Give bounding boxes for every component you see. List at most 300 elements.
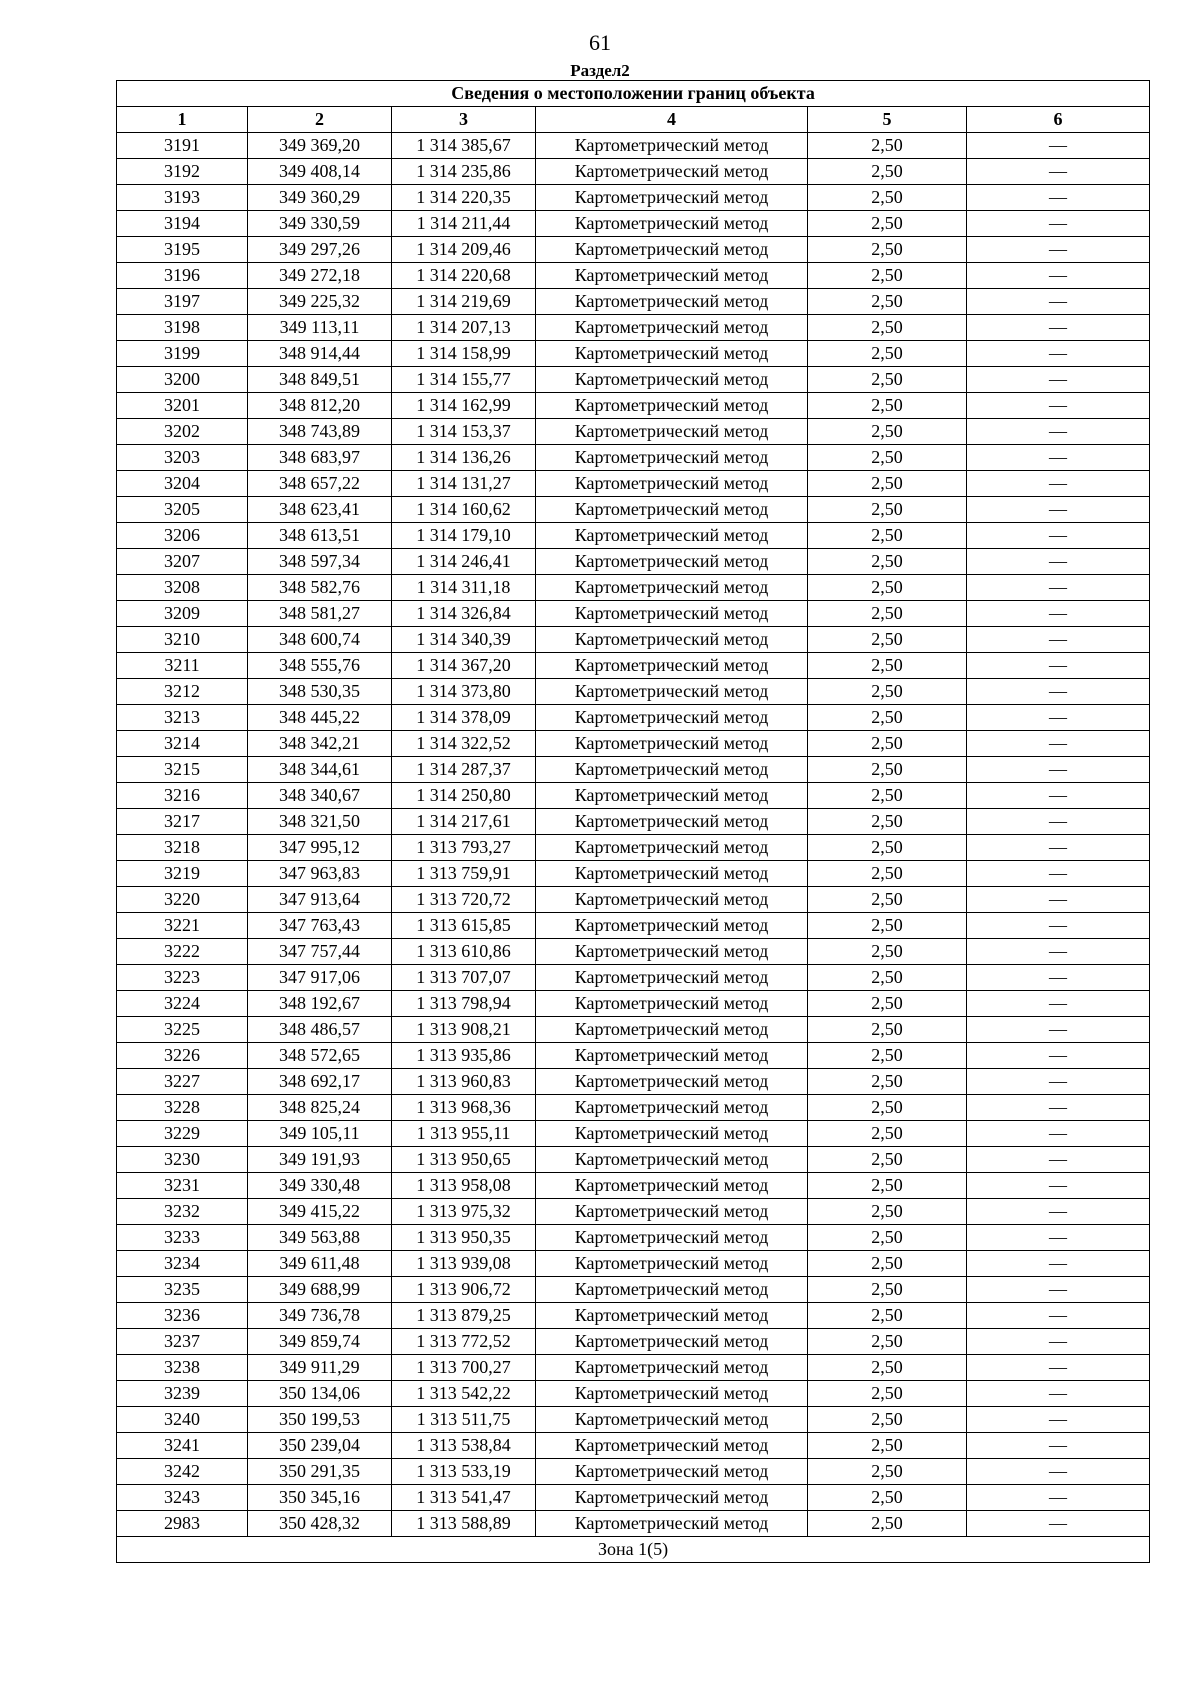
x-coordinate-cell: 348 445,22: [248, 705, 392, 731]
method-cell: Картометрический метод: [536, 289, 808, 315]
point-number-cell: 3226: [117, 1043, 248, 1069]
y-coordinate-cell: 1 313 511,75: [392, 1407, 536, 1433]
x-coordinate-cell: 348 914,44: [248, 341, 392, 367]
accuracy-cell: 2,50: [808, 237, 967, 263]
method-cell: Картометрический метод: [536, 1095, 808, 1121]
y-coordinate-cell: 1 313 700,27: [392, 1355, 536, 1381]
y-coordinate-cell: 1 313 906,72: [392, 1277, 536, 1303]
x-coordinate-cell: 348 342,21: [248, 731, 392, 757]
description-cell: —: [967, 1485, 1150, 1511]
point-number-cell: 3222: [117, 939, 248, 965]
method-cell: Картометрический метод: [536, 965, 808, 991]
description-cell: —: [967, 861, 1150, 887]
table-row: [117, 1121, 1150, 1147]
point-number-cell: 3228: [117, 1095, 248, 1121]
accuracy-cell: 2,50: [808, 497, 967, 523]
description-cell: —: [967, 1303, 1150, 1329]
y-coordinate-cell: 1 314 287,37: [392, 757, 536, 783]
method-cell: Картометрический метод: [536, 445, 808, 471]
table-row: [117, 1407, 1150, 1433]
x-coordinate-cell: 347 757,44: [248, 939, 392, 965]
method-cell: Картометрический метод: [536, 419, 808, 445]
description-cell: —: [967, 471, 1150, 497]
table-row: [117, 367, 1150, 393]
y-coordinate-cell: 1 313 968,36: [392, 1095, 536, 1121]
point-number-cell: 3235: [117, 1277, 248, 1303]
zone-label: Зона 1(5): [117, 1537, 1150, 1563]
table-row: [117, 185, 1150, 211]
x-coordinate-cell: 350 199,53: [248, 1407, 392, 1433]
point-number-cell: 3233: [117, 1225, 248, 1251]
accuracy-cell: 2,50: [808, 1485, 967, 1511]
point-number-cell: 3241: [117, 1433, 248, 1459]
accuracy-cell: 2,50: [808, 601, 967, 627]
method-cell: Картометрический метод: [536, 627, 808, 653]
column-header: 4: [536, 107, 808, 133]
accuracy-cell: 2,50: [808, 1511, 967, 1537]
table-row: [117, 861, 1150, 887]
column-header: 3: [392, 107, 536, 133]
description-cell: —: [967, 809, 1150, 835]
description-cell: —: [967, 575, 1150, 601]
x-coordinate-cell: 348 692,17: [248, 1069, 392, 1095]
accuracy-cell: 2,50: [808, 1147, 967, 1173]
accuracy-cell: 2,50: [808, 1459, 967, 1485]
x-coordinate-cell: 348 597,34: [248, 549, 392, 575]
description-cell: —: [967, 445, 1150, 471]
point-number-cell: 3215: [117, 757, 248, 783]
table-row: [117, 1095, 1150, 1121]
point-number-cell: 3221: [117, 913, 248, 939]
y-coordinate-cell: 1 314 219,69: [392, 289, 536, 315]
method-cell: Картометрический метод: [536, 1433, 808, 1459]
point-number-cell: 3216: [117, 783, 248, 809]
column-header: 1: [117, 107, 248, 133]
description-cell: —: [967, 1199, 1150, 1225]
y-coordinate-cell: 1 313 610,86: [392, 939, 536, 965]
accuracy-cell: 2,50: [808, 991, 967, 1017]
method-cell: Картометрический метод: [536, 1173, 808, 1199]
table-row: [117, 1069, 1150, 1095]
description-cell: —: [967, 211, 1150, 237]
table-row: [117, 1303, 1150, 1329]
description-cell: —: [967, 1147, 1150, 1173]
point-number-cell: 3232: [117, 1199, 248, 1225]
point-number-cell: 3218: [117, 835, 248, 861]
point-number-cell: 3225: [117, 1017, 248, 1043]
method-cell: Картометрический метод: [536, 1355, 808, 1381]
description-cell: —: [967, 1069, 1150, 1095]
y-coordinate-cell: 1 314 367,20: [392, 653, 536, 679]
accuracy-cell: 2,50: [808, 809, 967, 835]
y-coordinate-cell: 1 314 246,41: [392, 549, 536, 575]
table-row: [117, 289, 1150, 315]
table-row: [117, 757, 1150, 783]
table-row: [117, 549, 1150, 575]
accuracy-cell: 2,50: [808, 965, 967, 991]
table-row: [117, 1173, 1150, 1199]
method-cell: Картометрический метод: [536, 809, 808, 835]
y-coordinate-cell: 1 313 588,89: [392, 1511, 536, 1537]
x-coordinate-cell: 350 291,35: [248, 1459, 392, 1485]
column-header: 6: [967, 107, 1150, 133]
description-cell: —: [967, 601, 1150, 627]
method-cell: Картометрический метод: [536, 133, 808, 159]
description-cell: —: [967, 315, 1150, 341]
x-coordinate-cell: 349 611,48: [248, 1251, 392, 1277]
x-coordinate-cell: 349 105,11: [248, 1121, 392, 1147]
point-number-cell: 3204: [117, 471, 248, 497]
accuracy-cell: 2,50: [808, 939, 967, 965]
description-cell: —: [967, 1121, 1150, 1147]
description-cell: —: [967, 1277, 1150, 1303]
method-cell: Картометрический метод: [536, 471, 808, 497]
description-cell: —: [967, 1381, 1150, 1407]
description-cell: —: [967, 341, 1150, 367]
y-coordinate-cell: 1 314 235,86: [392, 159, 536, 185]
point-number-cell: 2983: [117, 1511, 248, 1537]
x-coordinate-cell: 350 345,16: [248, 1485, 392, 1511]
description-cell: —: [967, 913, 1150, 939]
method-cell: Картометрический метод: [536, 341, 808, 367]
method-cell: Картометрический метод: [536, 601, 808, 627]
y-coordinate-cell: 1 313 615,85: [392, 913, 536, 939]
accuracy-cell: 2,50: [808, 861, 967, 887]
accuracy-cell: 2,50: [808, 835, 967, 861]
x-coordinate-cell: 348 613,51: [248, 523, 392, 549]
description-cell: —: [967, 835, 1150, 861]
point-number-cell: 3214: [117, 731, 248, 757]
x-coordinate-cell: 347 995,12: [248, 835, 392, 861]
table-row: [117, 497, 1150, 523]
method-cell: Картометрический метод: [536, 393, 808, 419]
table-row: [117, 601, 1150, 627]
x-coordinate-cell: 348 812,20: [248, 393, 392, 419]
accuracy-cell: 2,50: [808, 185, 967, 211]
x-coordinate-cell: 348 825,24: [248, 1095, 392, 1121]
y-coordinate-cell: 1 314 158,99: [392, 341, 536, 367]
point-number-cell: 3239: [117, 1381, 248, 1407]
accuracy-cell: 2,50: [808, 1095, 967, 1121]
accuracy-cell: 2,50: [808, 1277, 967, 1303]
x-coordinate-cell: 349 415,22: [248, 1199, 392, 1225]
point-number-cell: 3208: [117, 575, 248, 601]
accuracy-cell: 2,50: [808, 1433, 967, 1459]
description-cell: —: [967, 1355, 1150, 1381]
accuracy-cell: 2,50: [808, 575, 967, 601]
table-row: [117, 315, 1150, 341]
y-coordinate-cell: 1 314 378,09: [392, 705, 536, 731]
y-coordinate-cell: 1 313 935,86: [392, 1043, 536, 1069]
table-row: [117, 1225, 1150, 1251]
table-row: [117, 809, 1150, 835]
y-coordinate-cell: 1 313 950,65: [392, 1147, 536, 1173]
accuracy-cell: 2,50: [808, 757, 967, 783]
table-row: [117, 575, 1150, 601]
point-number-cell: 3223: [117, 965, 248, 991]
y-coordinate-cell: 1 314 326,84: [392, 601, 536, 627]
y-coordinate-cell: 1 314 211,44: [392, 211, 536, 237]
y-coordinate-cell: 1 314 311,18: [392, 575, 536, 601]
method-cell: Картометрический метод: [536, 705, 808, 731]
method-cell: Картометрический метод: [536, 237, 808, 263]
accuracy-cell: 2,50: [808, 211, 967, 237]
y-coordinate-cell: 1 314 385,67: [392, 133, 536, 159]
x-coordinate-cell: 348 530,35: [248, 679, 392, 705]
description-cell: —: [967, 627, 1150, 653]
method-cell: Картометрический метод: [536, 1069, 808, 1095]
table-body: [117, 133, 1150, 1537]
y-coordinate-cell: 1 314 250,80: [392, 783, 536, 809]
method-cell: Картометрический метод: [536, 185, 808, 211]
table-row: [117, 1251, 1150, 1277]
point-number-cell: 3236: [117, 1303, 248, 1329]
table-row: [117, 1017, 1150, 1043]
accuracy-cell: 2,50: [808, 1017, 967, 1043]
method-cell: Картометрический метод: [536, 1147, 808, 1173]
description-cell: —: [967, 1225, 1150, 1251]
accuracy-cell: 2,50: [808, 783, 967, 809]
column-header-row: [117, 107, 1150, 133]
table-row: [117, 1485, 1150, 1511]
method-cell: Картометрический метод: [536, 497, 808, 523]
accuracy-cell: 2,50: [808, 263, 967, 289]
description-cell: —: [967, 653, 1150, 679]
y-coordinate-cell: 1 314 322,52: [392, 731, 536, 757]
section-title: Раздел2: [570, 61, 630, 80]
point-number-cell: 3194: [117, 211, 248, 237]
method-cell: Картометрический метод: [536, 1485, 808, 1511]
boundary-coordinates-table: [116, 80, 1150, 1563]
x-coordinate-cell: 348 581,27: [248, 601, 392, 627]
method-cell: Картометрический метод: [536, 1225, 808, 1251]
y-coordinate-cell: 1 314 153,37: [392, 419, 536, 445]
method-cell: Картометрический метод: [536, 315, 808, 341]
point-number-cell: 3224: [117, 991, 248, 1017]
table-caption-row: [117, 81, 1150, 107]
x-coordinate-cell: 349 272,18: [248, 263, 392, 289]
x-coordinate-cell: 350 239,04: [248, 1433, 392, 1459]
method-cell: Картометрический метод: [536, 887, 808, 913]
point-number-cell: 3209: [117, 601, 248, 627]
y-coordinate-cell: 1 313 950,35: [392, 1225, 536, 1251]
description-cell: —: [967, 757, 1150, 783]
table-row: [117, 1329, 1150, 1355]
x-coordinate-cell: 348 657,22: [248, 471, 392, 497]
point-number-cell: 3229: [117, 1121, 248, 1147]
description-cell: —: [967, 731, 1150, 757]
y-coordinate-cell: 1 314 155,77: [392, 367, 536, 393]
point-number-cell: 3198: [117, 315, 248, 341]
table-row: [117, 653, 1150, 679]
x-coordinate-cell: 350 428,32: [248, 1511, 392, 1537]
accuracy-cell: 2,50: [808, 705, 967, 731]
method-cell: Картометрический метод: [536, 783, 808, 809]
point-number-cell: 3242: [117, 1459, 248, 1485]
method-cell: Картометрический метод: [536, 1381, 808, 1407]
description-cell: —: [967, 783, 1150, 809]
description-cell: —: [967, 185, 1150, 211]
table-row: [117, 237, 1150, 263]
point-number-cell: 3192: [117, 159, 248, 185]
x-coordinate-cell: 348 486,57: [248, 1017, 392, 1043]
y-coordinate-cell: 1 313 759,91: [392, 861, 536, 887]
description-cell: —: [967, 523, 1150, 549]
y-coordinate-cell: 1 313 939,08: [392, 1251, 536, 1277]
column-header: 5: [808, 107, 967, 133]
x-coordinate-cell: 349 360,29: [248, 185, 392, 211]
y-coordinate-cell: 1 313 879,25: [392, 1303, 536, 1329]
y-coordinate-cell: 1 314 162,99: [392, 393, 536, 419]
x-coordinate-cell: 349 911,29: [248, 1355, 392, 1381]
table-row: [117, 133, 1150, 159]
accuracy-cell: 2,50: [808, 1355, 967, 1381]
description-cell: —: [967, 497, 1150, 523]
y-coordinate-cell: 1 314 220,35: [392, 185, 536, 211]
y-coordinate-cell: 1 314 179,10: [392, 523, 536, 549]
accuracy-cell: 2,50: [808, 315, 967, 341]
method-cell: Картометрический метод: [536, 549, 808, 575]
method-cell: Картометрический метод: [536, 1199, 808, 1225]
y-coordinate-cell: 1 313 541,47: [392, 1485, 536, 1511]
y-coordinate-cell: 1 313 960,83: [392, 1069, 536, 1095]
method-cell: Картометрический метод: [536, 575, 808, 601]
table-row: [117, 965, 1150, 991]
description-cell: —: [967, 1511, 1150, 1537]
y-coordinate-cell: 1 313 798,94: [392, 991, 536, 1017]
method-cell: Картометрический метод: [536, 1043, 808, 1069]
accuracy-cell: 2,50: [808, 471, 967, 497]
table-row: [117, 1381, 1150, 1407]
description-cell: —: [967, 393, 1150, 419]
table-row: [117, 679, 1150, 705]
point-number-cell: 3197: [117, 289, 248, 315]
description-cell: —: [967, 965, 1150, 991]
method-cell: Картометрический метод: [536, 211, 808, 237]
x-coordinate-cell: 348 321,50: [248, 809, 392, 835]
table-row: [117, 783, 1150, 809]
description-cell: —: [967, 367, 1150, 393]
x-coordinate-cell: 348 340,67: [248, 783, 392, 809]
method-cell: Картометрический метод: [536, 1303, 808, 1329]
x-coordinate-cell: 348 743,89: [248, 419, 392, 445]
description-cell: —: [967, 887, 1150, 913]
description-cell: —: [967, 679, 1150, 705]
accuracy-cell: 2,50: [808, 1381, 967, 1407]
x-coordinate-cell: 347 917,06: [248, 965, 392, 991]
accuracy-cell: 2,50: [808, 445, 967, 471]
x-coordinate-cell: 349 859,74: [248, 1329, 392, 1355]
table-row: [117, 1147, 1150, 1173]
x-coordinate-cell: 349 736,78: [248, 1303, 392, 1329]
description-cell: —: [967, 1407, 1150, 1433]
description-cell: —: [967, 1459, 1150, 1485]
point-number-cell: 3234: [117, 1251, 248, 1277]
point-number-cell: 3211: [117, 653, 248, 679]
table-row: [117, 263, 1150, 289]
x-coordinate-cell: 348 849,51: [248, 367, 392, 393]
table-row: [117, 627, 1150, 653]
method-cell: Картометрический метод: [536, 679, 808, 705]
accuracy-cell: 2,50: [808, 341, 967, 367]
method-cell: Картометрический метод: [536, 653, 808, 679]
point-number-cell: 3191: [117, 133, 248, 159]
description-cell: —: [967, 705, 1150, 731]
y-coordinate-cell: 1 313 538,84: [392, 1433, 536, 1459]
point-number-cell: 3212: [117, 679, 248, 705]
point-number-cell: 3193: [117, 185, 248, 211]
method-cell: Картометрический метод: [536, 523, 808, 549]
x-coordinate-cell: 348 344,61: [248, 757, 392, 783]
table-row: [117, 341, 1150, 367]
method-cell: Картометрический метод: [536, 939, 808, 965]
accuracy-cell: 2,50: [808, 133, 967, 159]
table-row: [117, 419, 1150, 445]
accuracy-cell: 2,50: [808, 1069, 967, 1095]
table-row: [117, 1199, 1150, 1225]
method-cell: Картометрический метод: [536, 1459, 808, 1485]
y-coordinate-cell: 1 313 772,52: [392, 1329, 536, 1355]
method-cell: Картометрический метод: [536, 367, 808, 393]
method-cell: Картометрический метод: [536, 1407, 808, 1433]
point-number-cell: 3230: [117, 1147, 248, 1173]
method-cell: Картометрический метод: [536, 835, 808, 861]
y-coordinate-cell: 1 314 136,26: [392, 445, 536, 471]
accuracy-cell: 2,50: [808, 1173, 967, 1199]
description-cell: —: [967, 1173, 1150, 1199]
description-cell: —: [967, 1329, 1150, 1355]
y-coordinate-cell: 1 314 217,61: [392, 809, 536, 835]
table-row: [117, 211, 1150, 237]
point-number-cell: 3203: [117, 445, 248, 471]
table-row: [117, 1511, 1150, 1537]
x-coordinate-cell: 348 623,41: [248, 497, 392, 523]
y-coordinate-cell: 1 313 975,32: [392, 1199, 536, 1225]
point-number-cell: 3220: [117, 887, 248, 913]
description-cell: —: [967, 939, 1150, 965]
accuracy-cell: 2,50: [808, 1121, 967, 1147]
accuracy-cell: 2,50: [808, 549, 967, 575]
method-cell: Картометрический метод: [536, 1251, 808, 1277]
accuracy-cell: 2,50: [808, 679, 967, 705]
method-cell: Картометрический метод: [536, 1277, 808, 1303]
accuracy-cell: 2,50: [808, 731, 967, 757]
table-row: [117, 731, 1150, 757]
y-coordinate-cell: 1 313 533,19: [392, 1459, 536, 1485]
x-coordinate-cell: 349 297,26: [248, 237, 392, 263]
description-cell: —: [967, 1095, 1150, 1121]
accuracy-cell: 2,50: [808, 887, 967, 913]
table-row: [117, 1459, 1150, 1485]
accuracy-cell: 2,50: [808, 913, 967, 939]
y-coordinate-cell: 1 314 220,68: [392, 263, 536, 289]
point-number-cell: 3206: [117, 523, 248, 549]
x-coordinate-cell: 348 600,74: [248, 627, 392, 653]
accuracy-cell: 2,50: [808, 159, 967, 185]
x-coordinate-cell: 348 555,76: [248, 653, 392, 679]
table-row: [117, 1277, 1150, 1303]
y-coordinate-cell: 1 313 707,07: [392, 965, 536, 991]
point-number-cell: 3200: [117, 367, 248, 393]
column-header: 2: [248, 107, 392, 133]
x-coordinate-cell: 349 191,93: [248, 1147, 392, 1173]
table-row: [117, 887, 1150, 913]
description-cell: —: [967, 549, 1150, 575]
point-number-cell: 3237: [117, 1329, 248, 1355]
y-coordinate-cell: 1 313 542,22: [392, 1381, 536, 1407]
accuracy-cell: 2,50: [808, 1199, 967, 1225]
point-number-cell: 3207: [117, 549, 248, 575]
